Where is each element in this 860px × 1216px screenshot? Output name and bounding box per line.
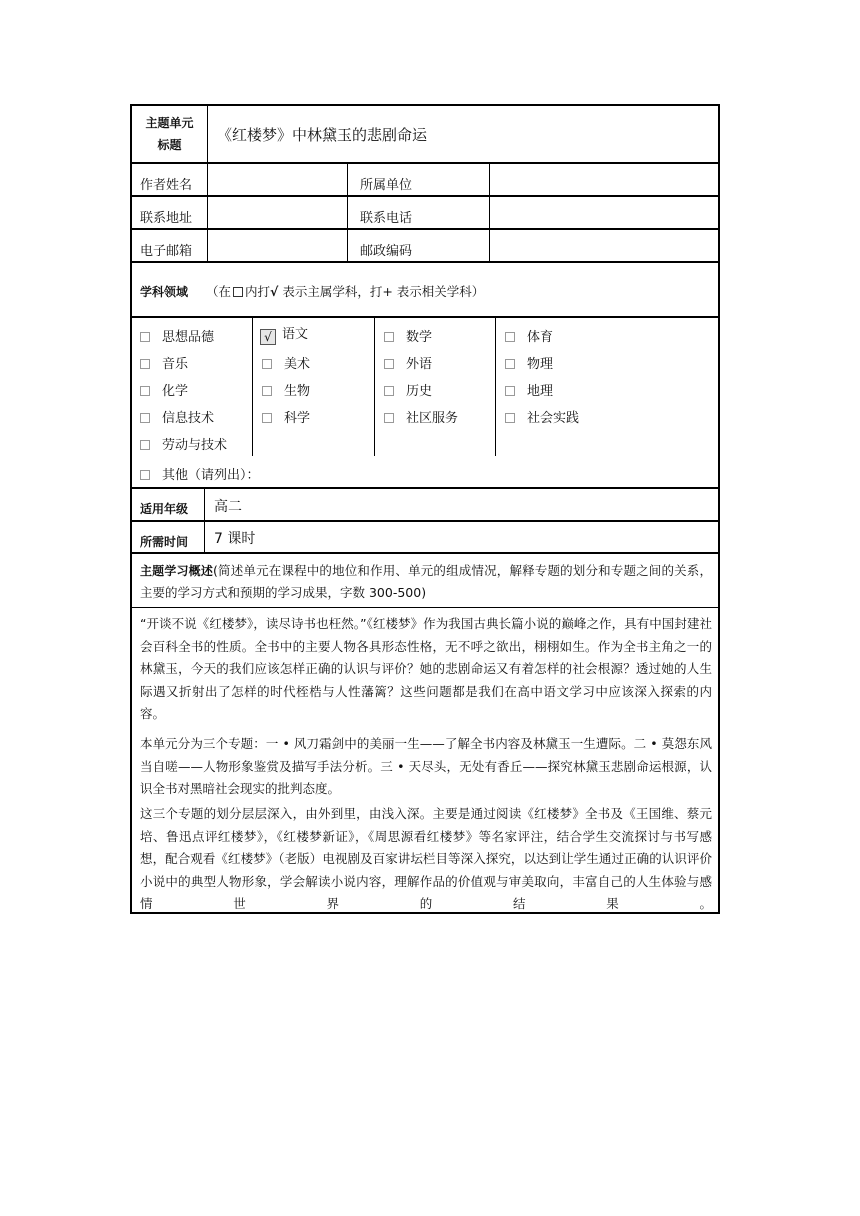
phone-label: 联系电话 <box>360 211 413 226</box>
address-label: 联系地址 <box>140 211 193 226</box>
title-label: 主题单元 标题 <box>145 116 194 152</box>
subject-item[interactable]: 信息技术 <box>140 411 214 427</box>
email-field[interactable] <box>207 230 347 261</box>
time-label: 所需时间 <box>140 535 189 549</box>
org-field[interactable] <box>489 164 718 195</box>
subject-other[interactable]: 其他（请列出）： <box>140 468 260 484</box>
subject-item[interactable]: 生物 <box>262 384 310 400</box>
checkbox-icon[interactable] <box>262 413 272 423</box>
overview-paragraph-3: 这三个专题的划分层层深入，由外到里，由浅入深。主要是通过阅读《红楼梦》全书及《王国维、蔡元培、鲁迅点评红楼梦》，《红楼梦新证》，《周思源看红楼梦》等名家评注，结合学生交流探讨与书写感想，配合观看《红楼梦》（老版）电视剧及百家讲坛栏目等深入探究，以达到让学生通过正确的认识评价小说中的典型人物形象，学会解读小说内容，理解作品的价值观与审美取向，丰富自己的人生体验与感情世界的结果。 <box>140 806 712 911</box>
subject-item[interactable]: 数学 <box>384 330 432 346</box>
subject-item[interactable]: 思想品德 <box>140 330 214 346</box>
subject-item[interactable]: 化学 <box>140 384 188 400</box>
grade-label: 适用年级 <box>140 502 189 516</box>
checkbox-icon[interactable] <box>384 359 394 369</box>
unit-form <box>130 104 720 914</box>
email-row <box>132 230 718 263</box>
subject-item[interactable]: 音乐 <box>140 357 188 373</box>
checkbox-icon[interactable] <box>262 359 272 369</box>
subject-item[interactable]: 科学 <box>262 411 310 427</box>
check-mark-icon: √ <box>270 284 279 299</box>
checked-box-icon[interactable]: √ <box>260 329 276 345</box>
checkbox-icon[interactable] <box>384 332 394 342</box>
overview-header-row <box>132 554 718 608</box>
subject-item[interactable]: 物理 <box>505 357 553 373</box>
checkbox-icon[interactable] <box>140 359 150 369</box>
unit-title: 《红楼梦》中林黛玉的悲剧命运 <box>217 126 428 144</box>
address-row <box>132 197 718 230</box>
author-field[interactable] <box>207 164 347 195</box>
checkbox-icon[interactable] <box>384 386 394 396</box>
checkbox-icon[interactable] <box>140 440 150 450</box>
author-label: 作者姓名 <box>140 178 193 193</box>
time-value: 7 课时 <box>214 531 256 547</box>
org-label: 所属单位 <box>360 178 413 193</box>
address-field[interactable] <box>207 197 347 228</box>
title-row <box>132 106 718 164</box>
overview-label: 主题学习概述 <box>140 564 214 578</box>
subject-item[interactable]: 美术 <box>262 357 310 373</box>
subject-domain-note-prefix: （在 <box>205 284 231 299</box>
subject-item[interactable]: 历史 <box>384 384 432 400</box>
checkbox-icon[interactable] <box>140 386 150 396</box>
checkbox-icon[interactable] <box>140 332 150 342</box>
subjects-row <box>132 318 718 489</box>
subject-item-checked[interactable]: √ 语文 <box>260 327 308 345</box>
email-label: 电子邮箱 <box>140 244 193 259</box>
subject-item[interactable]: 地理 <box>505 384 553 400</box>
grade-row <box>132 489 718 522</box>
checkbox-icon[interactable] <box>505 332 515 342</box>
subject-item[interactable]: 外语 <box>384 357 432 373</box>
subject-item[interactable]: 体育 <box>505 330 553 346</box>
checkbox-icon[interactable] <box>140 470 150 480</box>
checkbox-icon[interactable] <box>140 413 150 423</box>
subject-item[interactable]: 劳动与技术 <box>140 438 227 454</box>
grade-value: 高二 <box>214 499 242 515</box>
author-row <box>132 164 718 197</box>
overview-paragraph-2: 本单元分为三个专题：一 • 风刀霜剑中的美丽一生——了解全书内容及林黛玉一生遭际。二 • 莫怨东风当自嗟——人物形象鉴赏及描写手法分析。三 • 天尽头，无处有香丘——探究林黛玉悲剧命运根源，认识全书对黑暗社会现实的批判态度。 <box>140 736 712 796</box>
postcode-label: 邮政编码 <box>360 244 413 259</box>
overview-description: (简述单元在课程中的地位和作用、单元的组成情况，解释专题的划分和专题之间的关系，主要的学习方式和预期的学习成果，字数 300-500) <box>140 563 712 600</box>
subject-item[interactable]: 社会实践 <box>505 411 579 427</box>
checkbox-icon[interactable] <box>505 359 515 369</box>
postcode-field[interactable] <box>489 230 718 261</box>
checkbox-icon[interactable] <box>384 413 394 423</box>
checkbox-icon[interactable] <box>505 413 515 423</box>
phone-field[interactable] <box>489 197 718 228</box>
checkbox-icon[interactable] <box>505 386 515 396</box>
subject-domain-row: 学科领域 （在 内打√ 表示主属学科，打+ 表示相关学科） <box>132 263 718 318</box>
overview-paragraph-1: “开谈不说《红楼梦》，读尽诗书也枉然。”《红楼梦》作为我国古典长篇小说的巅峰之作，具有中国封建社会百科全书的性质。全书中的主要人物各具形态性格，无不呼之欲出，栩栩如生。作为全书主角之一的林黛玉，今天的我们应该怎样正确的认识与评价？她的悲剧命运又有着怎样的社会根源？透过她的人生际遇又折射出了怎样的时代桎梏与人性藩篱？这些问题都是我们在高中语文学习中应该深入探索的内容。 <box>140 616 712 721</box>
subject-domain-label: 学科领域 <box>140 285 189 299</box>
checkbox-icon <box>233 287 243 297</box>
subject-item[interactable]: 社区服务 <box>384 411 458 427</box>
time-row <box>132 522 718 554</box>
checkbox-icon[interactable] <box>262 386 272 396</box>
